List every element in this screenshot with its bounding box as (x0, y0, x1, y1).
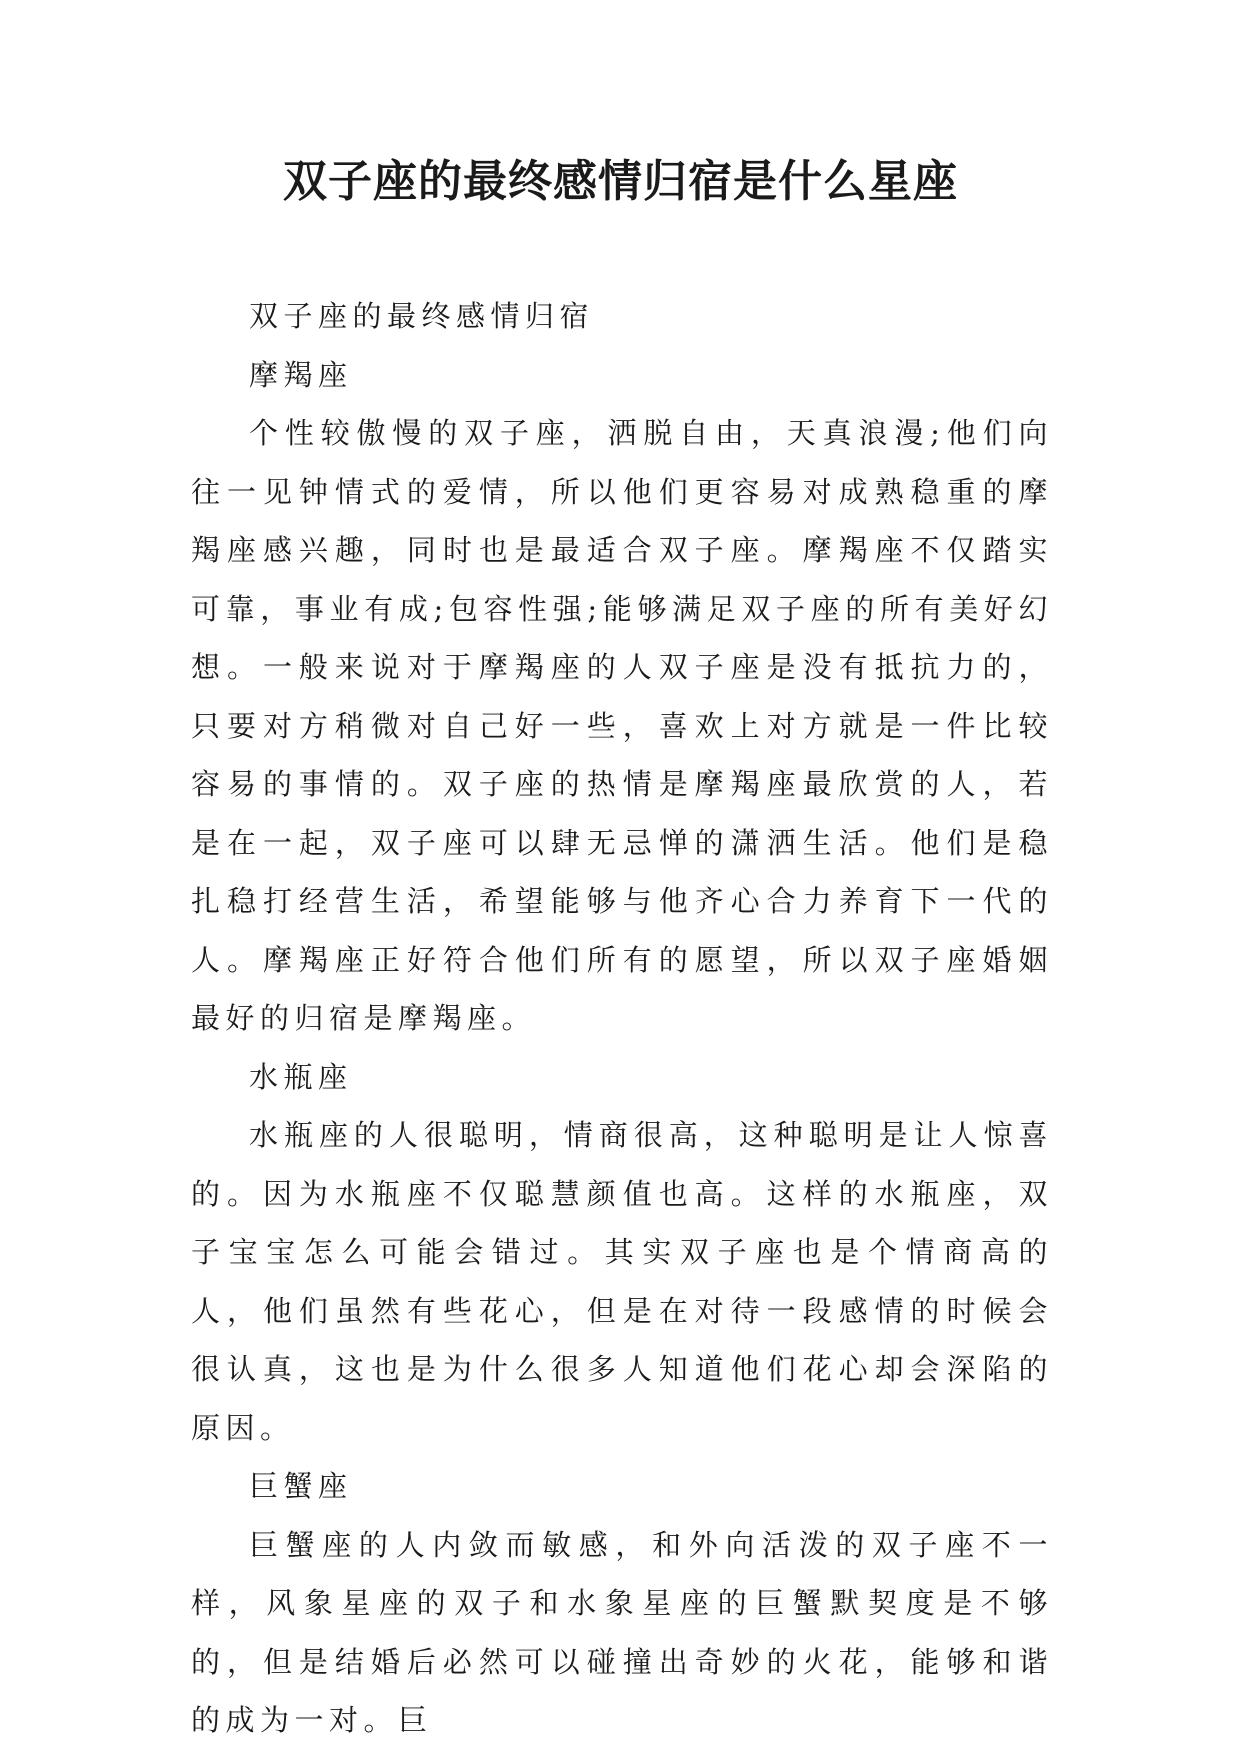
paragraph-capricorn: 个性较傲慢的双子座，洒脱自由，天真浪漫;他们向往一见钟情式的爱情，所以他们更容易对成熟稳重的摩羯座感兴趣，同时也是最适合双子座。摩羯座不仅踏实可靠，事业有成;包容性强;能够满足双子座的所有美好幻想。一般来说对于摩羯座的人双子座是没有抵抗力的，只要对方稍微对自己好一些，喜欢上对方就是一件比较容易的事情的。双子座的热情是摩羯座最欣赏的人，若是在一起，双子座可以肆无忌惮的潇洒生活。他们是稳扎稳打经营生活，希望能够与他齐心合力养育下一代的人。摩羯座正好符合他们所有的愿望，所以双子座婚姻最好的归宿是摩羯座。 (191, 416, 1053, 1035)
paragraph-cancer: 巨蟹座的人内敛而敏感，和外向活泼的双子座不一样，风象星座的双子和水象星座的巨蟹默契度是不够的，但是结婚后必然可以碰撞出奇妙的火花，能够和谐的成为一对。巨 (191, 1527, 1053, 1737)
document-title: 双子座的最终感情归宿是什么星座 (283, 156, 958, 207)
section-heading-intro: 双子座的最终感情归宿 (249, 299, 595, 333)
paragraph-aquarius: 水瓶座的人很聪明，情商很高，这种聪明是让人惊喜的。因为水瓶座不仅聪慧颜值也高。这样的水瓶座，双子宝宝怎么可能会错过。其实双子座也是个情商高的人，他们虽然有些花心，但是在对待一段感情的时候会很认真，这也是为什么很多人知道他们花心却会深陷的原因。 (191, 1118, 1053, 1445)
section-heading-cancer: 巨蟹座 (249, 1469, 353, 1503)
section-heading-aquarius: 水瓶座 (249, 1059, 353, 1094)
section-heading-capricorn: 摩羯座 (249, 357, 353, 392)
document-body (191, 287, 1053, 1750)
